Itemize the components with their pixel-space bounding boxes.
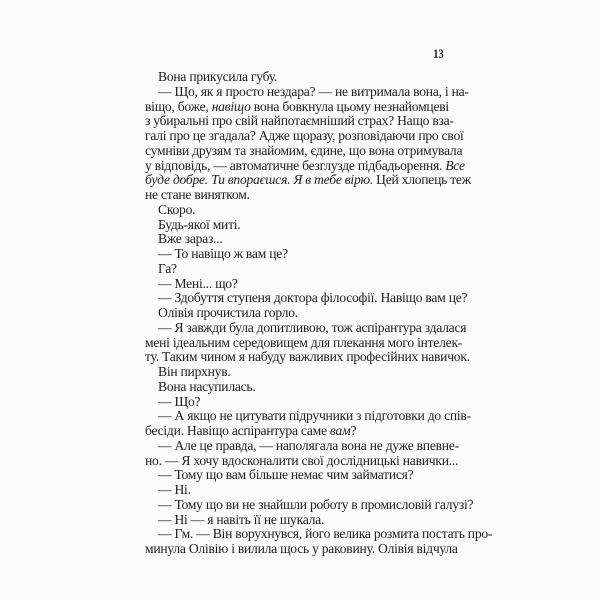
text-segment: — Ні — я навіть її не шукала. xyxy=(158,511,325,527)
text-segment: — Мені... що? xyxy=(158,275,238,291)
text-segment: — Ні. xyxy=(158,482,191,497)
italic-text: Все xyxy=(445,157,465,173)
text-line xyxy=(145,513,444,528)
text-segment: сумніви друзям та знайомим, єдине, що вона отримувала xyxy=(145,142,463,158)
text-line xyxy=(145,496,474,513)
text-line xyxy=(145,128,464,144)
text-segment: галі про це згадала? Адже щоразу, розповідаючи про свої xyxy=(145,128,464,143)
text-line xyxy=(145,526,493,542)
text-segment: — Тому що ви не знайшли роботу в промисловій галузі? xyxy=(158,496,474,512)
text-segment: — А якщо не цитувати підручники з підготовки до спів- xyxy=(158,408,471,424)
text-line xyxy=(145,452,459,469)
text-line xyxy=(145,334,463,351)
text-segment: — Тому що вам більше немає чим займатися? xyxy=(158,467,414,483)
text-line xyxy=(145,290,468,306)
text-line xyxy=(145,113,454,129)
italic-text: навіщо xyxy=(211,98,251,114)
text-line xyxy=(145,203,444,218)
text-line xyxy=(145,98,449,115)
text-segment: минула Олівію і вилила щось у раковину. Олівія відчула xyxy=(145,541,458,556)
text-segment: ту. Таким чином я набуду важливих професійних навичок. xyxy=(145,349,470,365)
text-line xyxy=(145,142,463,159)
text-line xyxy=(145,83,469,100)
text-line xyxy=(145,395,444,410)
body-text xyxy=(145,69,493,557)
text-segment: мені ідеальним середовищем для плекання мого інтелек- xyxy=(145,334,463,350)
text-line xyxy=(145,247,444,262)
text-segment: Олівія прочистила горло. xyxy=(158,305,298,320)
text-segment: — Гм. — Він ворухнувся, його велика розмита постать про- xyxy=(158,526,493,542)
text-segment: — Але це правда, — наполягала вона не дуже впевне- xyxy=(158,437,459,453)
italic-text: вам xyxy=(329,423,351,438)
text-segment: Будь-якої миті. xyxy=(158,216,241,232)
text-line xyxy=(145,188,444,203)
text-segment: Скоро. xyxy=(158,201,196,217)
text-line xyxy=(145,424,444,439)
text-line xyxy=(145,70,444,85)
text-line xyxy=(145,483,444,498)
text-line xyxy=(145,232,444,247)
italic-text: буде добре. Ти впораєшся. Я в тебе вірю. xyxy=(145,172,373,188)
text-segment: бесіди. Навіщо аспірантура саме xyxy=(145,423,330,438)
text-segment: у відповідь, — автоматичне безглузде підбадьорення. xyxy=(145,157,446,173)
text-line xyxy=(145,277,444,292)
text-segment: — Я завжди була допитливою, тож аспірантура здалася xyxy=(158,319,467,335)
text-segment: з убиральні про свій найпотаємніший страх? Нащо вза- xyxy=(145,113,454,129)
text-segment: Вона насупилась. xyxy=(158,378,256,394)
text-line xyxy=(145,349,470,365)
text-segment: Він пирхнув. xyxy=(158,364,231,379)
text-line xyxy=(145,172,471,188)
text-segment: — То навіщо ж вам це? xyxy=(158,246,288,261)
text-segment: Га? xyxy=(158,260,177,276)
page-number: 13 xyxy=(433,46,444,61)
text-line xyxy=(145,262,444,277)
text-line xyxy=(145,541,458,557)
text-line xyxy=(145,319,467,336)
text-line xyxy=(145,157,465,174)
text-segment: — Здобуття ступеня доктора філософії. Навіщо вам це? xyxy=(158,290,468,306)
text-line xyxy=(145,468,444,483)
text-line xyxy=(145,365,444,380)
text-segment: не стане винятком. xyxy=(145,187,250,202)
text-segment: но. — Я хочу вдосконалити свої дослідницькі навички... xyxy=(145,452,459,468)
text-segment: вона бовкнула цьому незнайомцеві xyxy=(250,98,449,114)
text-line xyxy=(145,218,444,233)
text-segment: Вже зараз... xyxy=(158,231,223,247)
text-segment: віщо, боже, xyxy=(145,98,212,114)
text-segment: — Що? xyxy=(158,393,201,409)
text-line xyxy=(145,408,471,424)
text-line xyxy=(145,437,459,454)
text-segment: Вона прикусила губу. xyxy=(158,69,278,84)
text-segment: ? xyxy=(350,423,357,438)
text-line xyxy=(145,380,444,395)
text-line xyxy=(145,306,444,321)
text-segment: Цей хлопець теж xyxy=(372,172,471,188)
text-segment: — Що, як я просто нездара? — не витримала вона, і на- xyxy=(158,83,469,99)
